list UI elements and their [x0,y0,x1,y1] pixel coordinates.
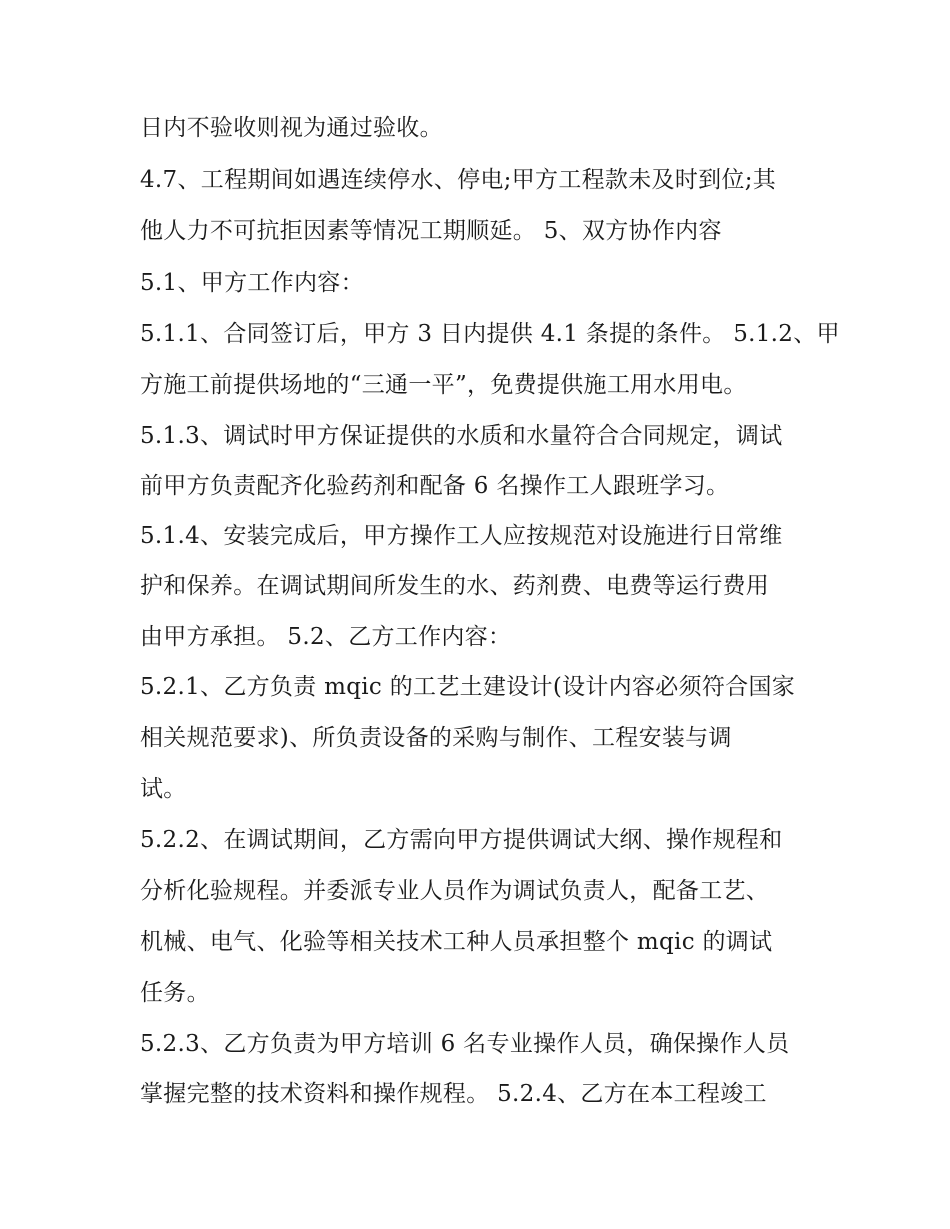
text-line: 4.7、工程期间如遇连续停水、停电;甲方工程款未及时到位;其 [140,167,777,193]
text-line: 5.1.1、合同签订后，甲方 3 日内提供 4.1 条提的条件。 5.1.2、甲 [140,321,840,347]
text-line: 5.1.3、调试时甲方保证提供的水质和水量符合合同规定，调试 [140,423,783,449]
text-line: 方施工前提供场地的“三通一平”，免费提供施工用水用电。 [140,372,747,398]
text-line: 5.2.1、乙方负责 mqic 的工艺土建设计(设计内容必须符合国家 [140,674,796,700]
text-line: 他人力不可抗拒因素等情况工期顺延。 5、双方协作内容 [140,218,722,244]
text-line: 分析化验规程。并委派专业人员作为调试负责人，配备工艺、 [140,878,770,904]
text-line: 机械、电气、化验等相关技术工种人员承担整个 mqic 的调试 [140,929,773,955]
text-line: 试。 [140,776,187,802]
text-line: 护和保养。在调试期间所发生的水、药剂费、电费等运行费用 [140,573,770,599]
text-line: 由甲方承担。 5.2、乙方工作内容： [140,624,512,650]
text-line: 相关规范要求)、所负责设备的采购与制作、工程安装与调 [140,725,732,751]
text-line: 掌握完整的技术资料和操作规程。 5.2.4、乙方在本工程竣工 [140,1081,767,1107]
text-line: 日内不验收则视为通过验收。 [140,115,443,141]
text-line: 5.2.3、乙方负责为甲方培训 6 名专业操作人员，确保操作人员 [140,1031,790,1057]
text-line: 前甲方负责配齐化验药剂和配备 6 名操作工人跟班学习。 [140,473,730,499]
text-line: 5.1、甲方工作内容： [140,270,364,296]
text-line: 任务。 [140,980,210,1006]
text-line: 5.1.4、安装完成后，甲方操作工人应按规范对设施进行日常维 [140,523,783,549]
text-line: 5.2.2、在调试期间，乙方需向甲方提供调试大纲、操作规程和 [140,827,783,853]
